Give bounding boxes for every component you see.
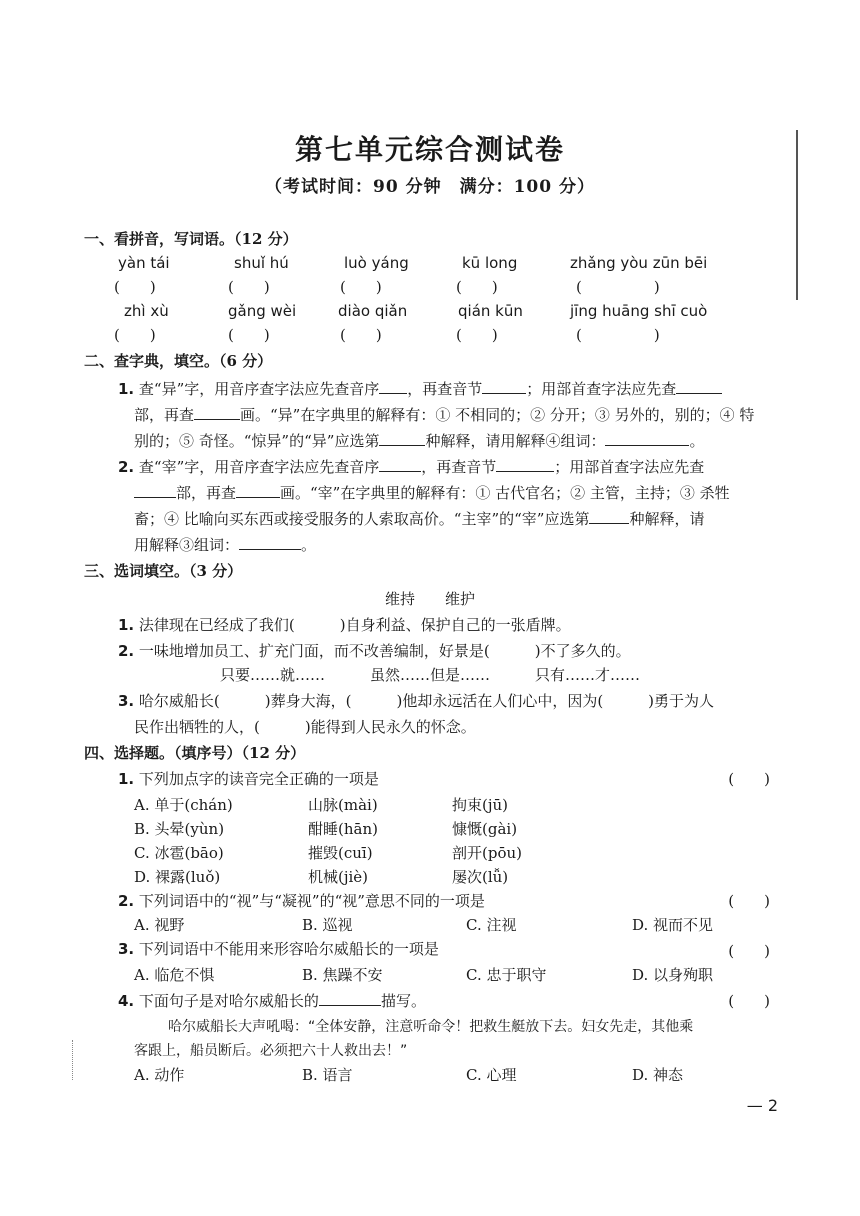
option-b: B. 语言 bbox=[302, 1066, 353, 1084]
pinyin-1-1: yàn tái bbox=[118, 254, 170, 272]
s2-q1-line2 bbox=[134, 404, 754, 425]
fill-blank[interactable] bbox=[676, 379, 722, 394]
fill-blank[interactable] bbox=[319, 991, 381, 1006]
s4-q3 bbox=[118, 938, 439, 959]
text: 部，再查 bbox=[134, 406, 195, 424]
option-c-2: 摧毁(cuī) bbox=[308, 844, 373, 862]
page-subtitle: （考试时间：90 分钟 满分：100 分） bbox=[265, 177, 595, 197]
fill-blank[interactable] bbox=[482, 379, 526, 394]
answer-paren[interactable]: ( ) bbox=[728, 992, 770, 1010]
text: 下列加点字的读音完全正确的一项是 bbox=[138, 770, 379, 788]
option-d: D. 以身殉职 bbox=[632, 966, 714, 984]
s3-q1 bbox=[118, 614, 571, 635]
pinyin-1-5: zhǎng yòu zūn bēi bbox=[570, 254, 708, 272]
fill-blank[interactable] bbox=[605, 431, 689, 446]
answer-paren[interactable]: ( ) bbox=[728, 942, 770, 960]
s4-q2 bbox=[118, 890, 485, 911]
word-choices-2: 只要……就…… 虽然……但是…… 只有……才…… bbox=[219, 666, 640, 684]
text: 下列词语中的“视”与“凝视”的“视”意思不同的一项是 bbox=[138, 892, 485, 910]
s3-q3-line2: 民作出牺牲的人，( )能得到人民永久的怀念。 bbox=[134, 718, 476, 736]
section-1-heading: 一、看拼音，写词语。（12 分） bbox=[84, 230, 298, 248]
binding-dots bbox=[72, 1040, 73, 1080]
answer-box[interactable]: ( ) bbox=[576, 278, 674, 296]
pinyin-2-4: qián kūn bbox=[458, 302, 523, 320]
fill-blank[interactable] bbox=[379, 457, 421, 472]
text: 种解释，请 bbox=[629, 510, 705, 528]
fill-blank[interactable] bbox=[134, 483, 176, 498]
section-3-heading: 三、选词填空。（3 分） bbox=[84, 562, 243, 580]
question-number: 2. bbox=[118, 892, 135, 910]
s2-q2-line4 bbox=[134, 534, 316, 555]
fill-blank[interactable] bbox=[236, 483, 280, 498]
question-number: 3. bbox=[118, 940, 135, 958]
text: 哈尔威船长( )葬身大海，( )他却永远活在人们心中，因为( )勇于为人 bbox=[138, 692, 715, 710]
text: 畜；④ 比喻向买东西或接受服务的人索取高价。“主宰”的“宰”应选第 bbox=[134, 510, 590, 528]
text: 描写。 bbox=[380, 992, 426, 1010]
page-number: — 2 bbox=[746, 1096, 778, 1115]
s2-q2-line3 bbox=[134, 508, 704, 529]
text: 一味地增加员工、扩充门面，而不改善编制，好景是( )不了多久的。 bbox=[138, 642, 631, 660]
option-b: B. 巡视 bbox=[302, 916, 353, 934]
question-number: 1. bbox=[118, 380, 135, 398]
s2-q2-line1 bbox=[118, 456, 704, 477]
text: ，再查音节 bbox=[421, 458, 497, 476]
option-a-3: 拘束(jū) bbox=[452, 796, 509, 814]
question-number: 1. bbox=[118, 770, 135, 788]
text: 。 bbox=[301, 536, 317, 554]
pinyin-2-2: gǎng wèi bbox=[228, 302, 297, 320]
question-number: 2. bbox=[118, 458, 135, 476]
page-title: 第七单元综合测试卷 bbox=[294, 133, 565, 166]
text: 下面句子是对哈尔威船长的 bbox=[138, 992, 319, 1010]
text: 种解释，请用解释④组词： bbox=[425, 432, 606, 450]
option-c-3: 剖开(pōu) bbox=[452, 844, 522, 862]
text: 用解释③组词： bbox=[134, 536, 240, 554]
option-d: D. 视而不见 bbox=[632, 916, 714, 934]
text: 法律现在已经成了我们( )自身利益、保护自己的一张盾牌。 bbox=[138, 616, 571, 634]
word-choices-1: 维持 维护 bbox=[384, 590, 475, 608]
pinyin-2-5: jīng huāng shī cuò bbox=[570, 302, 708, 320]
option-d-1: D. 裸露(luǒ) bbox=[134, 868, 221, 886]
question-number: 4. bbox=[118, 992, 135, 1010]
question-number: 2. bbox=[118, 642, 135, 660]
pinyin-1-4: kū long bbox=[462, 254, 518, 272]
option-c-1: C. 冰雹(bāo) bbox=[134, 844, 224, 862]
fill-blank[interactable] bbox=[589, 509, 629, 524]
option-b-3: 慷慨(gài) bbox=[452, 820, 518, 838]
option-a-2: 山脉(mài) bbox=[308, 796, 378, 814]
question-number: 3. bbox=[118, 692, 135, 710]
answer-box[interactable]: ( ) bbox=[456, 278, 498, 296]
fill-blank[interactable] bbox=[379, 431, 425, 446]
text: 画。“异”在字典里的解释有：① 不相同的；② 分开；③ 另外的，别的；④ 特 bbox=[240, 406, 755, 424]
answer-box[interactable]: ( ) bbox=[340, 278, 382, 296]
text: 别的；⑤ 奇怪。“惊异”的“异”应选第 bbox=[134, 432, 380, 450]
option-d-3: 屡次(lǚ) bbox=[452, 868, 509, 886]
s3-q3-line1 bbox=[118, 690, 714, 711]
s2-q1-line3 bbox=[134, 430, 704, 451]
option-b-2: 酣睡(hān) bbox=[308, 820, 378, 838]
s2-q1-line1 bbox=[118, 378, 722, 399]
pinyin-1-2: shuǐ hú bbox=[234, 254, 289, 272]
s3-q2 bbox=[118, 640, 631, 661]
option-c: C. 忠于职守 bbox=[466, 966, 547, 984]
section-2-heading: 二、查字典，填空。（6 分） bbox=[84, 352, 273, 370]
answer-paren[interactable]: ( ) bbox=[728, 892, 770, 910]
option-d-2: 机械(jiè) bbox=[308, 868, 369, 886]
s4-q4 bbox=[118, 990, 426, 1011]
answer-box[interactable]: ( ) bbox=[456, 326, 498, 344]
answer-box[interactable]: ( ) bbox=[228, 326, 270, 344]
text: 查“异”字，用音序查字法应先查音序 bbox=[138, 380, 380, 398]
fill-blank[interactable] bbox=[379, 379, 407, 394]
text: 查“宰”字，用音序查字法应先查音序 bbox=[138, 458, 380, 476]
option-a: A. 视野 bbox=[134, 916, 185, 934]
fill-blank[interactable] bbox=[194, 405, 240, 420]
answer-box[interactable]: ( ) bbox=[576, 326, 674, 344]
quote-line-1: 哈尔威船长大声吼喝：“全体安静，注意听命令！把救生艇放下去。妇女先走，其他乘 bbox=[168, 1019, 694, 1035]
text: ，再查音节 bbox=[407, 380, 483, 398]
pinyin-2-3: diào qiǎn bbox=[338, 302, 408, 320]
text: 。 bbox=[689, 432, 705, 450]
option-a-1: A. 单于(chán) bbox=[134, 796, 233, 814]
answer-box[interactable]: ( ) bbox=[340, 326, 382, 344]
answer-paren[interactable]: ( ) bbox=[728, 770, 770, 788]
text: 部，再查 bbox=[176, 484, 237, 502]
text: ；用部首查字法应先查 bbox=[526, 380, 677, 398]
text: ；用部首查字法应先查 bbox=[554, 458, 705, 476]
answer-box[interactable]: ( ) bbox=[114, 326, 156, 344]
s4-q1 bbox=[118, 768, 379, 789]
answer-box[interactable]: ( ) bbox=[228, 278, 270, 296]
option-a: A. 动作 bbox=[134, 1066, 185, 1084]
question-number: 1. bbox=[118, 616, 135, 634]
option-b-1: B. 头晕(yùn) bbox=[134, 820, 225, 838]
option-d: D. 神态 bbox=[632, 1066, 684, 1084]
text: 下列词语中不能用来形容哈尔威船长的一项是 bbox=[138, 940, 439, 958]
pinyin-1-3: luò yáng bbox=[344, 254, 409, 272]
text: 画。“宰”在字典里的解释有：① 古代官名；② 主管，主持；③ 杀牲 bbox=[280, 484, 730, 502]
option-c: C. 心理 bbox=[466, 1066, 517, 1084]
fill-blank[interactable] bbox=[239, 535, 301, 550]
fill-blank[interactable] bbox=[496, 457, 554, 472]
section-4-heading: 四、选择题。（填序号）（12 分） bbox=[84, 744, 306, 762]
option-a: A. 临危不惧 bbox=[134, 966, 215, 984]
answer-box[interactable]: ( ) bbox=[114, 278, 156, 296]
pinyin-2-1: zhì xù bbox=[124, 302, 169, 320]
option-b: B. 焦躁不安 bbox=[302, 966, 383, 984]
s2-q2-line2 bbox=[134, 482, 730, 503]
option-c: C. 注视 bbox=[466, 916, 517, 934]
quote-line-2: 客跟上，船员断后。必须把六十人救出去！” bbox=[134, 1043, 408, 1059]
